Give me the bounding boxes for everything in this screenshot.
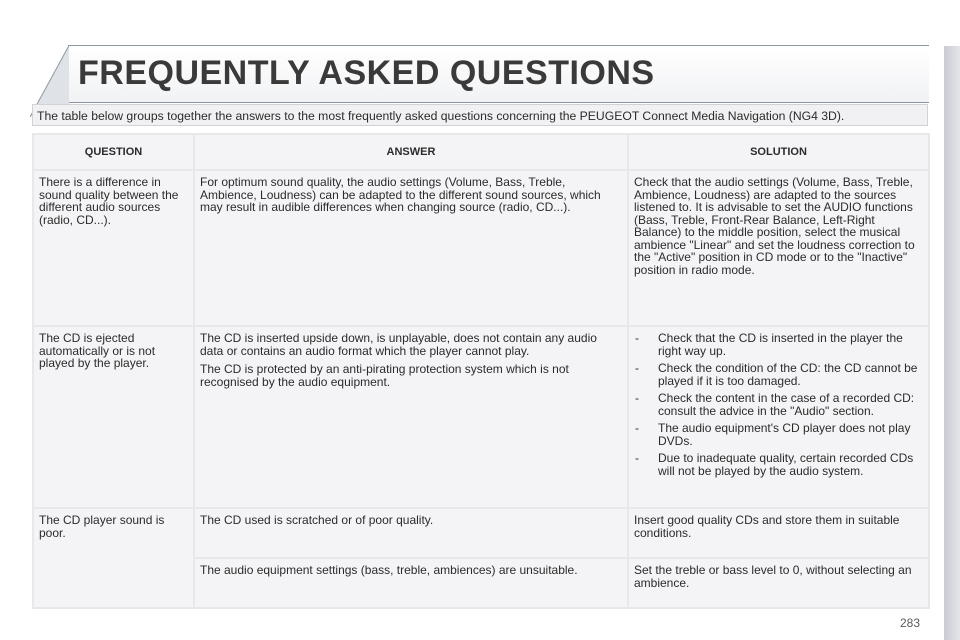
table-row xyxy=(33,326,929,508)
answer-paragraph: The CD is inserted upside down, is unplayable, does not contain any audio data or contains an audio format which the player cannot play. xyxy=(200,331,597,358)
question-cell: The CD is ejected automatically or is not played by the player. xyxy=(33,326,194,508)
solution-item: - Due to inadequate quality, certain recorded CDs will not be played by the audio system. xyxy=(634,452,922,477)
faq-table xyxy=(32,133,930,609)
solution-cell: Insert good quality CDs and store them in suitable conditions. xyxy=(628,508,929,558)
solution-item: - The audio equipment's CD player does not play DVDs. xyxy=(634,422,922,447)
column-header-question: QUESTION xyxy=(33,134,194,170)
column-header-solution: SOLUTION xyxy=(628,134,929,170)
page-edge-decoration xyxy=(944,46,960,640)
table-header-row xyxy=(33,134,929,170)
answer-cell: The CD used is scratched or of poor quality. xyxy=(194,508,628,558)
solution-cell: Check that the audio settings (Volume, Bass, Treble, Ambience, Loudness) are adapted to the sources listened to. It is advisable to set the AUDIO functions (Bass, Treble, Front-Rear Balance, Left-Right Balance) to the middle position, select the musical ambience "Linear" and set the loudness correction to the "Active" position in CD mode or to the "Inactive" position in radio mode. xyxy=(628,170,929,326)
solution-item: - Check the content in the case of a recorded CD: consult the advice in the "Audio" section. xyxy=(634,392,922,417)
intro-text: The table below groups together the answers to the most frequently asked questions concerning the PEUGEOT Connect Media Navigation (NG4 3D). xyxy=(32,104,928,126)
solution-item: - Check the condition of the CD: the CD cannot be played if it is too damaged. xyxy=(634,362,922,387)
answer-cell: For optimum sound quality, the audio settings (Volume, Bass, Treble, Ambience, Loudness) can be adapted to the different sound sources, which may result in audible differences when changing source (radio, CD...). xyxy=(194,170,628,326)
answer-cell: The audio equipment settings (bass, treble, ambiences) are unsuitable. xyxy=(194,558,628,608)
solution-cell xyxy=(628,326,929,508)
column-header-answer: ANSWER xyxy=(194,134,628,170)
question-cell: The CD player sound is poor. xyxy=(33,508,194,608)
solution-item: - Check that the CD is inserted in the player the right way up. xyxy=(634,332,922,357)
table-row xyxy=(33,508,929,558)
question-cell: There is a difference in sound quality between the different audio sources (radio, CD...). xyxy=(33,170,194,326)
page-number: 283 xyxy=(900,616,921,630)
table-row xyxy=(33,170,929,326)
answer-paragraph: The CD is protected by an anti-pirating protection system which is not recognised by the audio equipment. xyxy=(200,362,569,389)
solution-list xyxy=(634,332,922,477)
page-title: FREQUENTLY ASKED QUESTIONS xyxy=(78,54,655,92)
answer-cell xyxy=(194,326,628,508)
solution-cell: Set the treble or bass level to 0, without selecting an ambience. xyxy=(628,558,929,608)
